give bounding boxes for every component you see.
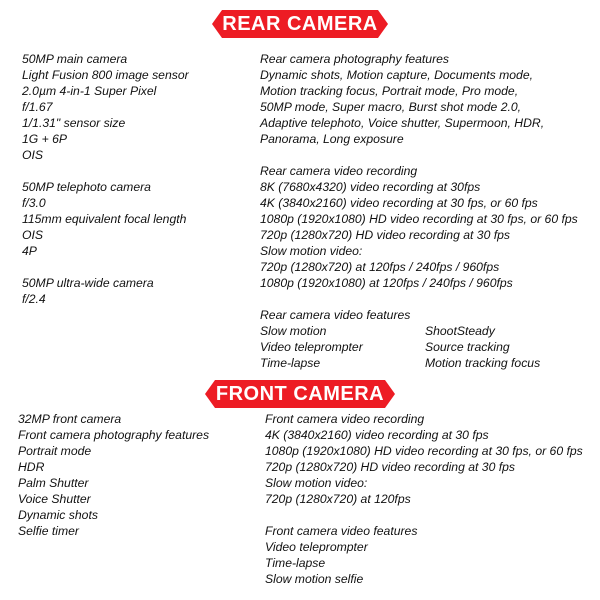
front-spec-line: Portrait mode <box>18 444 92 458</box>
spec-line: 115mm equivalent focal length <box>22 212 187 226</box>
video-line: 4K (3840x2160) video recording at 30 fps, or 60 fps <box>260 196 538 210</box>
main-camera-specs <box>22 51 189 163</box>
front-spec-line: Voice Shutter <box>18 492 91 506</box>
video-line: 720p (1280x720) at 120fps / 240fps / 960fps <box>260 260 500 274</box>
rear-left-column <box>22 51 189 307</box>
video-feature: ShootSteady <box>425 324 495 338</box>
spec-line: 50MP telephoto camera <box>22 180 151 194</box>
front-video-feature: Front camera video features <box>265 524 418 538</box>
feature-line: Panorama, Long exposure <box>260 132 404 146</box>
front-right-column <box>265 411 583 587</box>
front-video-feature: Video teleprompter <box>265 540 368 554</box>
spec-line: 50MP ultra-wide camera <box>22 276 154 290</box>
front-spec-line: HDR <box>18 460 45 474</box>
rear-video-recording <box>260 163 578 291</box>
front-video-feature: Slow motion selfie <box>265 572 364 586</box>
video-feature: Source tracking <box>425 340 510 354</box>
rear-right-column <box>260 51 578 323</box>
rear-video-features-title: Rear camera video features <box>260 308 411 322</box>
spec-line: Light Fusion 800 image sensor <box>22 68 189 82</box>
front-video-line: Front camera video recording <box>265 412 425 426</box>
spec-line: f/3.0 <box>22 196 46 210</box>
rear-video-features-left <box>260 323 363 371</box>
video-feature: Slow motion <box>260 324 327 338</box>
front-video-line: 1080p (1920x1080) HD video recording at 30 fps, or 60 fps <box>265 444 583 458</box>
feature-line: Motion tracking focus, Portrait mode, Pro mode, <box>260 84 519 98</box>
spec-line: f/1.67 <box>22 100 53 114</box>
front-video-feature: Time-lapse <box>265 556 326 570</box>
video-line: Slow motion video: <box>260 244 363 258</box>
spec-line: 2.0µm 4-in-1 Super Pixel <box>22 84 157 98</box>
spec-line: 1G + 6P <box>22 132 68 146</box>
feature-line: Rear camera photography features <box>260 52 450 66</box>
front-spec-line: Selfie timer <box>18 524 79 538</box>
front-video-line: 4K (3840x2160) video recording at 30 fps <box>265 428 489 442</box>
feature-line: Dynamic shots, Motion capture, Documents mode, <box>260 68 533 82</box>
video-feature: Time-lapse <box>260 356 321 370</box>
spec-line: 4P <box>22 244 37 258</box>
front-video-recording <box>265 411 583 507</box>
rear-photo-features <box>260 51 578 147</box>
video-line: 1080p (1920x1080) HD video recording at 30 fps, or 60 fps <box>260 212 578 226</box>
spec-line: 50MP main camera <box>22 52 128 66</box>
video-line: 1080p (1920x1080) at 120fps / 240fps / 960fps <box>260 276 513 290</box>
rear-camera-banner <box>222 10 378 38</box>
spec-line: OIS <box>22 148 43 162</box>
spec-line: OIS <box>22 228 43 242</box>
front-spec-line: Palm Shutter <box>18 476 89 490</box>
rear-camera-title: REAR CAMERA <box>222 13 378 35</box>
front-spec-line: Dynamic shots <box>18 508 98 522</box>
ultrawide-camera-specs <box>22 275 189 307</box>
video-feature: Motion tracking focus <box>425 356 541 370</box>
feature-line: Adaptive telephoto, Voice shutter, Supermoon, HDR, <box>260 116 545 130</box>
video-line: 720p (1280x720) HD video recording at 30 fps <box>260 228 510 242</box>
front-camera-banner <box>215 380 385 408</box>
front-camera-title: FRONT CAMERA <box>215 383 385 405</box>
spec-line: f/2.4 <box>22 292 46 306</box>
spec-line: 1/1.31" sensor size <box>22 116 126 130</box>
video-line: Rear camera video recording <box>260 164 418 178</box>
front-left-column <box>18 411 209 539</box>
front-video-line: 720p (1280x720) at 120fps <box>265 492 411 506</box>
front-video-features <box>265 523 583 587</box>
feature-line: 50MP mode, Super macro, Burst shot mode 2.0, <box>260 100 522 114</box>
front-spec-line: Front camera photography features <box>18 428 210 442</box>
front-video-line: Slow motion video: <box>265 476 368 490</box>
front-video-line: 720p (1280x720) HD video recording at 30 fps <box>265 460 515 474</box>
rear-video-features-right <box>425 323 540 371</box>
front-spec-line: 32MP front camera <box>18 412 122 426</box>
telephoto-camera-specs <box>22 179 189 259</box>
video-feature: Video teleprompter <box>260 340 363 354</box>
video-line: 8K (7680x4320) video recording at 30fps <box>260 180 481 194</box>
